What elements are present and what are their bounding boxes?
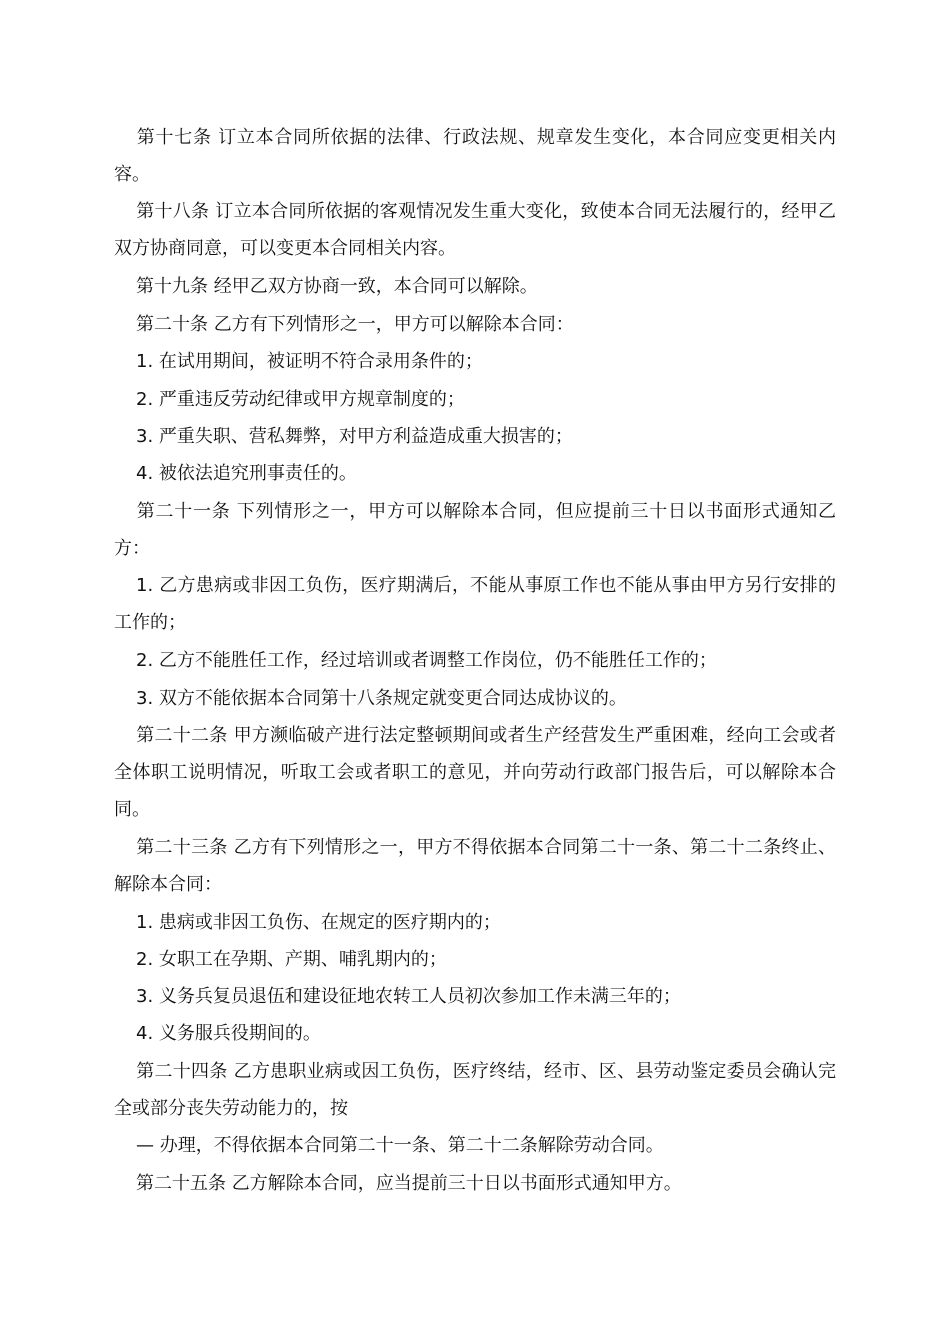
paragraph-article-18: 第十八条 订立本合同所依据的客观情况发生重大变化，致使本合同无法履行的，经甲乙双方协商同意，可以变更本合同相关内容。 xyxy=(114,201,836,259)
list-item-20-4: 4. 被依法追究刑事责任的。 xyxy=(136,463,357,484)
list-item-23-2: 2. 女职工在孕期、产期、哺乳期内的； xyxy=(136,949,447,970)
paragraph-article-17: 第十七条 订立本合同所依据的法律、行政法规、规章发生变化，本合同应变更相关内容。 xyxy=(114,127,836,185)
paragraph-article-25: 第二十五条 乙方解除本合同，应当提前三十日以书面形式通知甲方。 xyxy=(136,1173,682,1194)
list-item-20-2: 2. 严重违反劳动纪律或甲方规章制度的； xyxy=(136,389,465,410)
list-item-21-1: 1. 乙方患病或非因工负伤，医疗期满后，不能从事原工作也不能从事由甲方另行安排的工作的； xyxy=(114,575,836,633)
list-item-20-1: 1. 在试用期间，被证明不符合录用条件的； xyxy=(136,351,483,372)
list-item-21-3: 3. 双方不能依据本合同第十八条规定就变更合同达成协议的。 xyxy=(136,688,627,709)
paragraph-article-23: 第二十三条 乙方有下列情形之一，甲方不得依据本合同第二十一条、第二十二条终止、解除本合同： xyxy=(114,837,836,895)
paragraph-article-21: 第二十一条 下列情形之一，甲方可以解除本合同，但应提前三十日以书面形式通知乙方： xyxy=(114,501,836,559)
paragraph-article-19: 第十九条 经甲乙双方协商一致，本合同可以解除。 xyxy=(136,276,538,297)
paragraph-article-20: 第二十条 乙方有下列情形之一，甲方可以解除本合同： xyxy=(136,314,574,335)
list-item-20-3: 3. 严重失职、营私舞弊，对甲方利益造成重大损害的； xyxy=(136,426,573,447)
paragraph-article-24: 第二十四条 乙方患职业病或因工负伤，医疗终结，经市、区、县劳动鉴定委员会确认完全或部分丧失劳动能力的，按 xyxy=(114,1061,836,1119)
list-item-23-3: 3. 义务兵复员退伍和建设征地农转工人员初次参加工作未满三年的； xyxy=(136,986,681,1007)
list-item-23-4: 4. 义务服兵役期间的。 xyxy=(136,1023,321,1044)
paragraph-article-24-cont: — 办理，不得依据本合同第二十一条、第二十二条解除劳动合同。 xyxy=(136,1135,664,1156)
list-item-23-1: 1. 患病或非因工负伤、在规定的医疗期内的； xyxy=(136,912,501,933)
list-item-21-2: 2. 乙方不能胜任工作，经过培训或者调整工作岗位，仍不能胜任工作的； xyxy=(136,650,717,671)
paragraph-article-22: 第二十二条 甲方濒临破产进行法定整顿期间或者生产经营发生严重困难，经向工会或者全体职工说明情况，听取工会或者职工的意见，并向劳动行政部门报告后，可以解除本合同。 xyxy=(114,725,836,820)
